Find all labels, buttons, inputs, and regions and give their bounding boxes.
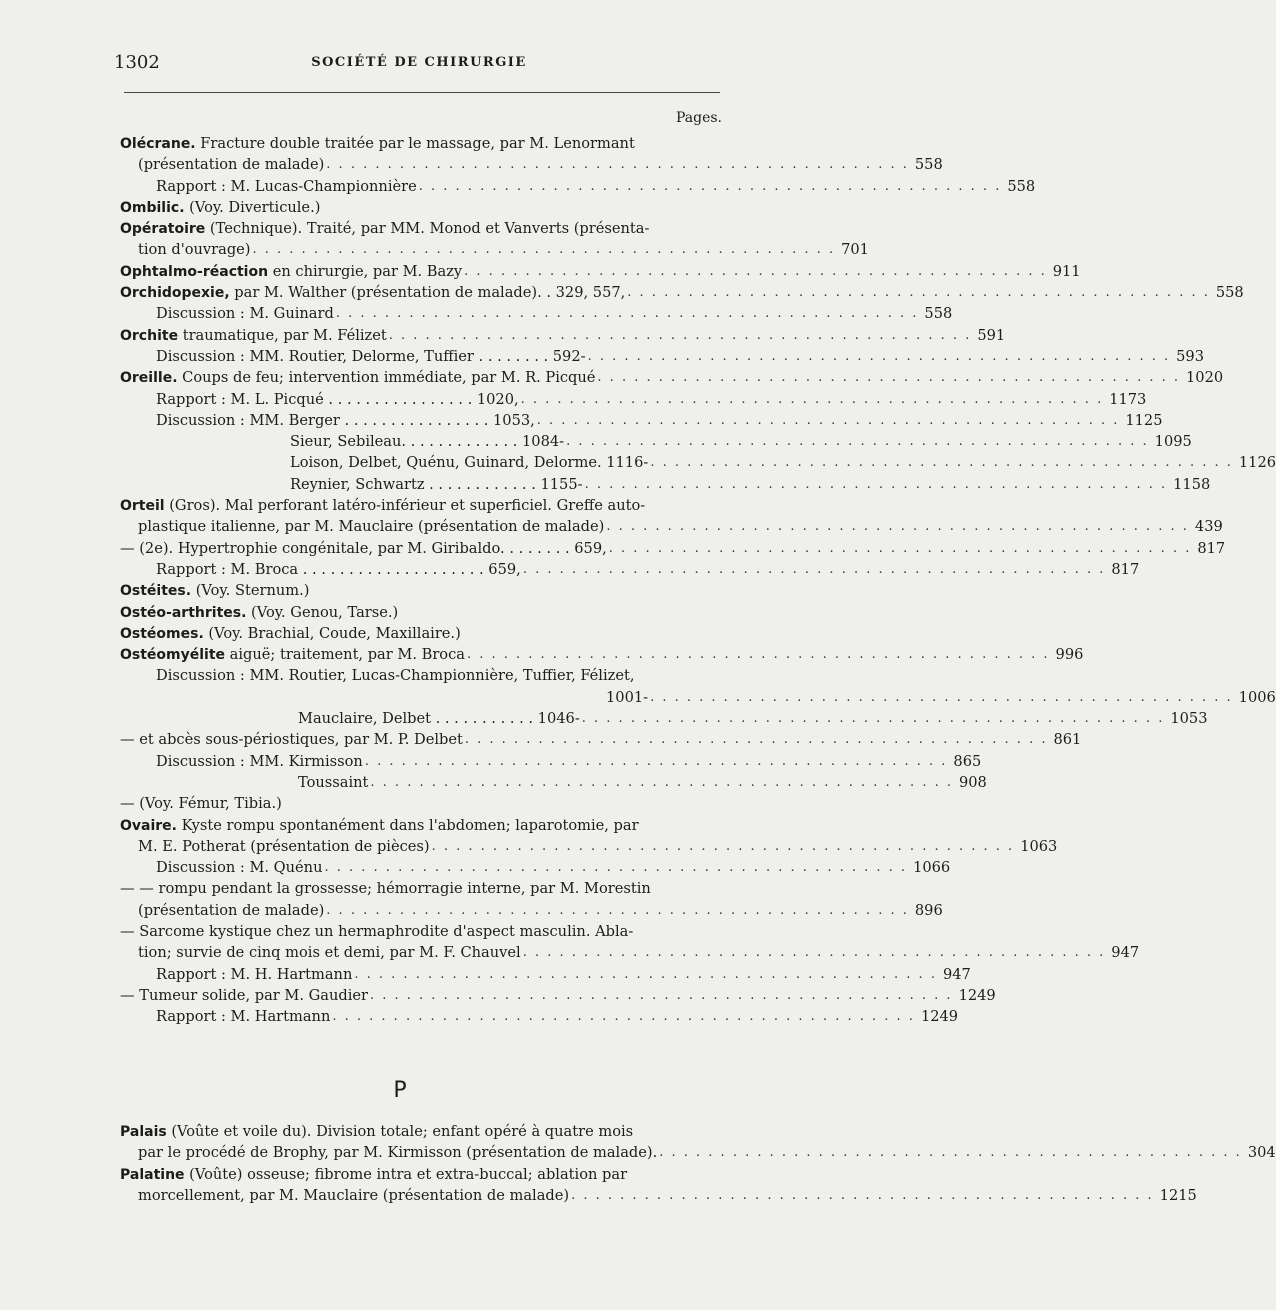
entry-body: Fracture double traitée par le massage, par M. Lenormant — [195, 135, 635, 152]
index-line — [120, 644, 1084, 665]
index-line — [120, 836, 1058, 857]
entry-text — [156, 410, 535, 431]
index-line — [120, 602, 724, 623]
index-line — [120, 538, 1226, 559]
index-line — [120, 176, 1036, 197]
entry-heading: Orchidopexie, — [120, 285, 230, 302]
index-line — [120, 282, 1244, 303]
entry-text — [156, 559, 521, 580]
index-line — [120, 921, 724, 942]
page-reference: 1125 — [1125, 411, 1163, 429]
index-line — [120, 431, 1192, 452]
page-reference: 1215 — [1159, 1186, 1197, 1204]
page-reference: 1249 — [920, 1008, 959, 1026]
entry-body: Discussion : M. Quénu — [156, 859, 323, 877]
leader-dots: . . . . . . . . . . . . . . . . . . . . . . . . . . . . . . . . . . . . . . . . . . . . . . . . — [650, 455, 1233, 471]
entry-text — [120, 325, 387, 346]
entry-body: Discussion : MM. Routier, Lucas-Championnière, Tuffier, Félizet, — [156, 667, 635, 685]
entry-heading: Olécrane. — [120, 136, 196, 152]
page-reference: 304 — [1247, 1144, 1276, 1162]
index-line — [120, 857, 951, 878]
entry-body: morcellement, par M. Mauclaire (présentation de malade) — [138, 1186, 570, 1204]
entry-heading: Ostéites. — [120, 583, 192, 600]
leader-dots: . . . . . . . . . . . . . . . . . . . . . . . . . . . . . . . . . . . . . . . . . . . . . . . . — [324, 860, 908, 876]
leader-dots: . . . . . . . . . . . . . . . . . . . . . . . . . . . . . . . . . . . . . . . . . . . . . . . . — [571, 1187, 1154, 1203]
index-line — [120, 303, 953, 324]
page-header — [114, 52, 724, 76]
page-reference: 701 — [841, 241, 869, 259]
entry-heading: Orchite — [120, 327, 179, 344]
entry-text — [156, 389, 519, 410]
entry-text — [120, 878, 651, 899]
index-line — [120, 942, 1140, 963]
entry-text — [120, 282, 625, 303]
entry-text — [138, 154, 324, 175]
entry-body: (Voy. Genou, Tarse.) — [246, 603, 399, 621]
index-line — [120, 729, 1082, 750]
page-reference: 911 — [1052, 262, 1081, 280]
entry-body: tion; survie de cinq mois et demi, par M. F. Chauvel — [138, 944, 521, 962]
page-reference: 996 — [1055, 646, 1084, 664]
leader-dots: . . . . . . . . . . . . . . . . . . . . . . . . . . . . . . . . . . . . . . . . . . . . . . . . — [464, 732, 1048, 748]
entry-heading: Ostéomes. — [120, 625, 204, 642]
entry-text — [120, 815, 639, 836]
leader-dots: . . . . . . . . . . . . . . . . . . . . . . . . . . . . . . . . . . . . . . . . . . . . . . . . — [369, 987, 953, 1003]
entry-body: — (Voy. Fémur, Tibia.) — [120, 795, 282, 813]
leader-dots: . . . . . . . . . . . . . . . . . . . . . . . . . . . . . . . . . . . . . . . . . . . . . . . . — [587, 348, 1171, 364]
entry-text — [156, 303, 334, 324]
entry-text — [120, 729, 463, 750]
entry-heading: Palais — [120, 1124, 167, 1140]
entry-body: M. E. Potherat (présentation de pièces) — [138, 837, 430, 855]
header-rule — [124, 92, 720, 93]
leader-dots: . . . . . . . . . . . . . . . . . . . . . . . . . . . . . . . . . . . . . . . . . . . . . . . . — [606, 519, 1189, 535]
index-line — [120, 239, 869, 260]
leader-dots: . . . . . . . . . . . . . . . . . . . . . . . . . . . . . . . . . . . . . . . . . . . . . . . . — [326, 157, 909, 173]
page-reference: 947 — [942, 965, 971, 983]
entry-text — [156, 964, 352, 985]
page-reference: 1249 — [958, 986, 996, 1004]
entry-body: Mauclaire, Delbet . . . . . . . . . . . 1046- — [298, 710, 580, 728]
index-line — [120, 133, 724, 154]
leader-dots: . . . . . . . . . . . . . . . . . . . . . . . . . . . . . . . . . . . . . . . . . . . . . . . . — [584, 476, 1168, 492]
index-line — [120, 389, 1147, 410]
page-reference: 439 — [1194, 518, 1223, 536]
page-reference: 1173 — [1109, 390, 1147, 408]
entry-body: (Voy. Diverticule.) — [184, 198, 321, 216]
index-line — [120, 623, 724, 644]
entry-body: par le procédé de Brophy, par M. Kirmisson (présentation de malade). — [138, 1144, 658, 1162]
entry-text — [120, 1121, 633, 1142]
leader-dots: . . . . . . . . . . . . . . . . . . . . . . . . . . . . . . . . . . . . . . . . . . . . . . . . — [659, 1145, 1242, 1161]
leader-dots: . . . . . . . . . . . . . . . . . . . . . . . . . . . . . . . . . . . . . . . . . . . . . . . . — [464, 263, 1047, 279]
entry-text — [298, 708, 580, 729]
entry-body: Rapport : M. Broca . . . . . . . . . . . . . . . . . . . . 659, — [156, 560, 521, 578]
entry-heading: Opératoire — [120, 221, 206, 238]
entry-text — [120, 793, 282, 814]
section-letter: P — [393, 1078, 407, 1103]
index-line — [120, 1121, 724, 1142]
entry-body: Rapport : M. Hartmann — [156, 1008, 331, 1026]
entry-body: Rapport : M. L. Picqué . . . . . . . . . . . . . . . . 1020, — [156, 390, 519, 408]
entry-body: par M. Walther (présentation de malade). . 329, 557, — [229, 284, 626, 302]
leader-dots: . . . . . . . . . . . . . . . . . . . . . . . . . . . . . . . . . . . . . . . . . . . . . . . . — [466, 647, 1050, 663]
entry-heading: Ostéo-arthrites. — [120, 604, 247, 621]
leader-dots: . . . . . . . . . . . . . . . . . . . . . . . . . . . . . . . . . . . . . . . . . . . . . . . . — [418, 178, 1002, 194]
entry-text — [120, 623, 461, 644]
entry-body: Loison, Delbet, Quénu, Guinard, Delorme. 1116- — [290, 454, 649, 472]
entry-body: — Tumeur solide, par M. Gaudier — [120, 986, 368, 1004]
entry-body: 1001- — [606, 688, 649, 706]
entry-body: (Voy. Brachial, Coude, Maxillaire.) — [203, 624, 461, 642]
page-reference: 1095 — [1154, 433, 1192, 451]
page-reference: 558 — [1007, 177, 1036, 195]
entry-body: (Voy. Sternum.) — [191, 582, 310, 600]
entry-heading: Oreille. — [120, 370, 178, 387]
leader-dots: . . . . . . . . . . . . . . . . . . . . . . . . . . . . . . . . . . . . . . . . . . . . . . . . — [608, 540, 1192, 556]
leader-dots: . . . . . . . . . . . . . . . . . . . . . . . . . . . . . . . . . . . . . . . . . . . . . . . . — [627, 285, 1210, 301]
entry-text — [120, 495, 645, 516]
entry-text — [290, 431, 564, 452]
page-reference: 1066 — [913, 859, 951, 877]
index-entries-o — [120, 133, 1276, 1027]
entry-body: Reynier, Schwartz . . . . . . . . . . . . 1155- — [290, 475, 583, 493]
index-line — [120, 793, 724, 814]
index-line — [120, 154, 943, 175]
entry-text — [120, 1164, 627, 1185]
leader-dots: . . . . . . . . . . . . . . . . . . . . . . . . . . . . . . . . . . . . . . . . . . . . . . . . — [388, 327, 972, 343]
entry-body: plastique italienne, par M. Mauclaire (présentation de malade) — [138, 518, 605, 536]
entry-body: Discussion : MM. Berger . . . . . . . . . . . . . . . . 1053, — [156, 411, 535, 429]
page-reference: 593 — [1176, 347, 1204, 365]
index-line — [120, 772, 987, 793]
index-line — [120, 495, 724, 516]
index-line — [120, 878, 724, 899]
index-line — [120, 580, 724, 601]
leader-dots: . . . . . . . . . . . . . . . . . . . . . . . . . . . . . . . . . . . . . . . . . . . . . . . . — [364, 753, 948, 769]
entry-body: — et abcès sous-périostiques, par M. P. Delbet — [120, 731, 463, 749]
entry-heading: Ostéomyélite — [120, 647, 226, 664]
leader-dots: . . . . . . . . . . . . . . . . . . . . . . . . . . . . . . . . . . . . . . . . . . . . . . . . — [354, 966, 937, 982]
index-line — [120, 325, 1006, 346]
entry-body: Coups de feu; intervention immédiate, par M. R. Picqué — [177, 369, 596, 387]
entry-text — [120, 538, 607, 559]
index-line — [120, 474, 1211, 495]
entry-text — [120, 602, 398, 623]
index-line — [120, 687, 1276, 708]
index-line — [120, 815, 724, 836]
entry-text — [120, 261, 462, 282]
index-line — [120, 346, 1204, 367]
entry-heading: Ophtalmo-réaction — [120, 263, 269, 280]
index-line — [120, 1185, 1197, 1206]
page-reference: 947 — [1111, 944, 1140, 962]
entry-text — [298, 772, 368, 793]
page-reference: 558 — [1215, 284, 1244, 302]
page-reference: 1020 — [1186, 369, 1224, 387]
entry-body: (Gros). Mal perforant latéro-inférieur et superficiel. Greffe auto- — [164, 497, 646, 515]
entry-text — [120, 985, 368, 1006]
entry-body: — Sarcome kystique chez un hermaphrodite d'aspect masculin. Abla- — [120, 922, 634, 940]
page-reference: 1006 — [1238, 688, 1276, 706]
page-reference: 1126 — [1238, 454, 1276, 472]
running-title: SOCIÉTÉ DE CHIRURGIE — [311, 55, 527, 70]
entry-text — [138, 1142, 657, 1163]
index-line — [120, 367, 1224, 388]
leader-dots: . . . . . . . . . . . . . . . . . . . . . . . . . . . . . . . . . . . . . . . . . . . . . . . . — [566, 434, 1149, 450]
entry-text — [120, 218, 649, 239]
index-line — [120, 900, 943, 921]
page-reference: 558 — [914, 156, 943, 174]
entry-text — [138, 1185, 569, 1206]
entry-body: en chirurgie, par M. Bazy — [268, 262, 463, 280]
index-line — [120, 516, 1223, 537]
index-line — [120, 559, 1140, 580]
leader-dots: . . . . . . . . . . . . . . . . . . . . . . . . . . . . . . . . . . . . . . . . . . . . . . . . — [370, 774, 953, 790]
index-line — [120, 261, 1081, 282]
page-reference: 558 — [924, 305, 953, 323]
entry-body: (Voûte et voile du). Division totale; enfant opéré à quatre mois — [166, 1123, 634, 1140]
index-entries-p — [120, 1121, 1276, 1206]
page-reference: 896 — [914, 901, 943, 919]
page-reference: 817 — [1197, 539, 1226, 557]
leader-dots: . . . . . . . . . . . . . . . . . . . . . . . . . . . . . . . . . . . . . . . . . . . . . . . . — [597, 370, 1180, 386]
entry-heading: Ombilic. — [120, 199, 185, 216]
index-line — [120, 410, 1163, 431]
page-reference: 1053 — [1170, 710, 1208, 728]
leader-dots: . . . . . . . . . . . . . . . . . . . . . . . . . . . . . . . . . . . . . . . . . . . . . . . . — [520, 391, 1104, 407]
index-line — [120, 1006, 959, 1027]
entry-text — [290, 474, 583, 495]
page-number: 1302 — [114, 52, 160, 73]
page-reference: 861 — [1053, 731, 1082, 749]
leader-dots: . . . . . . . . . . . . . . . . . . . . . . . . . . . . . . . . . . . . . . . . . . . . . . . . — [332, 1009, 915, 1025]
entry-body: — — rompu pendant la grossesse; hémorragie interne, par M. Morestin — [120, 880, 651, 898]
entry-body: (Technique). Traité, par MM. Monod et Vanverts (présenta- — [205, 220, 650, 238]
page-reference: 865 — [953, 752, 982, 770]
leader-dots: . . . . . . . . . . . . . . . . . . . . . . . . . . . . . . . . . . . . . . . . . . . . . . . . — [522, 561, 1106, 577]
entry-body: Discussion : M. Guinard — [156, 305, 334, 323]
entry-text — [138, 942, 521, 963]
index-line — [120, 1164, 724, 1185]
entry-body: Sieur, Sebileau. . . . . . . . . . . . . 1084- — [290, 433, 565, 451]
entry-text — [156, 176, 417, 197]
entry-text — [120, 367, 595, 388]
leader-dots: . . . . . . . . . . . . . . . . . . . . . . . . . . . . . . . . . . . . . . . . . . . . . . . . — [326, 902, 909, 918]
entry-text — [156, 346, 586, 367]
leader-dots: . . . . . . . . . . . . . . . . . . . . . . . . . . . . . . . . . . . . . . . . . . . . . . . . — [252, 242, 836, 258]
index-line — [120, 1142, 1276, 1163]
entry-text — [120, 921, 633, 942]
entry-body: Discussion : MM. Routier, Delorme, Tuffier . . . . . . . . 592- — [156, 347, 586, 365]
index-line — [120, 665, 724, 686]
entry-text — [156, 751, 363, 772]
page-reference: 1158 — [1173, 475, 1211, 493]
leader-dots: . . . . . . . . . . . . . . . . . . . . . . . . . . . . . . . . . . . . . . . . . . . . . . . . — [522, 945, 1106, 961]
entry-text — [120, 644, 465, 665]
pages-column-label: Pages. — [675, 110, 722, 126]
entry-text — [120, 133, 635, 154]
leader-dots: . . . . . . . . . . . . . . . . . . . . . . . . . . . . . . . . . . . . . . . . . . . . . . . . — [335, 306, 919, 322]
entry-text — [606, 687, 648, 708]
entry-body: (présentation de malade) — [138, 156, 325, 174]
entry-text — [120, 197, 320, 218]
entry-text — [156, 1006, 330, 1027]
entry-text — [156, 857, 322, 878]
index-line — [120, 218, 724, 239]
page-reference: 908 — [958, 773, 987, 791]
leader-dots: . . . . . . . . . . . . . . . . . . . . . . . . . . . . . . . . . . . . . . . . . . . . . . . . — [650, 689, 1233, 705]
index-line — [120, 708, 1208, 729]
entry-body: (Voûte) osseuse; fibrome intra et extra-buccal; ablation par — [184, 1165, 628, 1183]
entry-body: Rapport : M. Lucas-Championnière — [156, 177, 417, 195]
entry-body: Kyste rompu spontanément dans l'abdomen; laparotomie, par — [177, 816, 639, 834]
leader-dots: . . . . . . . . . . . . . . . . . . . . . . . . . . . . . . . . . . . . . . . . . . . . . . . . — [536, 412, 1120, 428]
entry-heading: Palatine — [120, 1166, 185, 1183]
entry-body: traumatique, par M. Félizet — [178, 326, 387, 344]
entry-text — [138, 900, 324, 921]
index-line — [120, 452, 1276, 473]
index-line — [120, 751, 982, 772]
entry-body: Toussaint — [298, 773, 369, 791]
entry-heading: Orteil — [120, 498, 165, 515]
index-line — [120, 985, 996, 1006]
leader-dots: . . . . . . . . . . . . . . . . . . . . . . . . . . . . . . . . . . . . . . . . . . . . . . . . — [581, 711, 1165, 727]
index-line — [120, 197, 724, 218]
entry-text — [138, 239, 251, 260]
entry-heading: Ovaire. — [120, 817, 177, 834]
index-line — [120, 964, 971, 985]
entry-text — [138, 516, 604, 537]
page-reference: 817 — [1111, 560, 1140, 578]
page-reference: 1063 — [1020, 837, 1058, 855]
entry-text — [290, 452, 648, 473]
entry-body: aiguë; traitement, par M. Broca — [225, 646, 465, 664]
entry-body: — (2e). Hypertrophie congénitale, par M. Giribaldo. . . . . . . . 659, — [120, 539, 607, 557]
entry-text — [120, 580, 309, 601]
leader-dots: . . . . . . . . . . . . . . . . . . . . . . . . . . . . . . . . . . . . . . . . . . . . . . . . — [431, 838, 1015, 854]
entry-body: (présentation de malade) — [138, 901, 325, 919]
entry-body: tion d'ouvrage) — [138, 241, 251, 259]
entry-text — [138, 836, 430, 857]
entry-body: Discussion : MM. Kirmisson — [156, 752, 363, 770]
entry-body: Rapport : M. H. Hartmann — [156, 965, 353, 983]
page-reference: 591 — [977, 326, 1006, 344]
entry-text — [156, 665, 634, 686]
